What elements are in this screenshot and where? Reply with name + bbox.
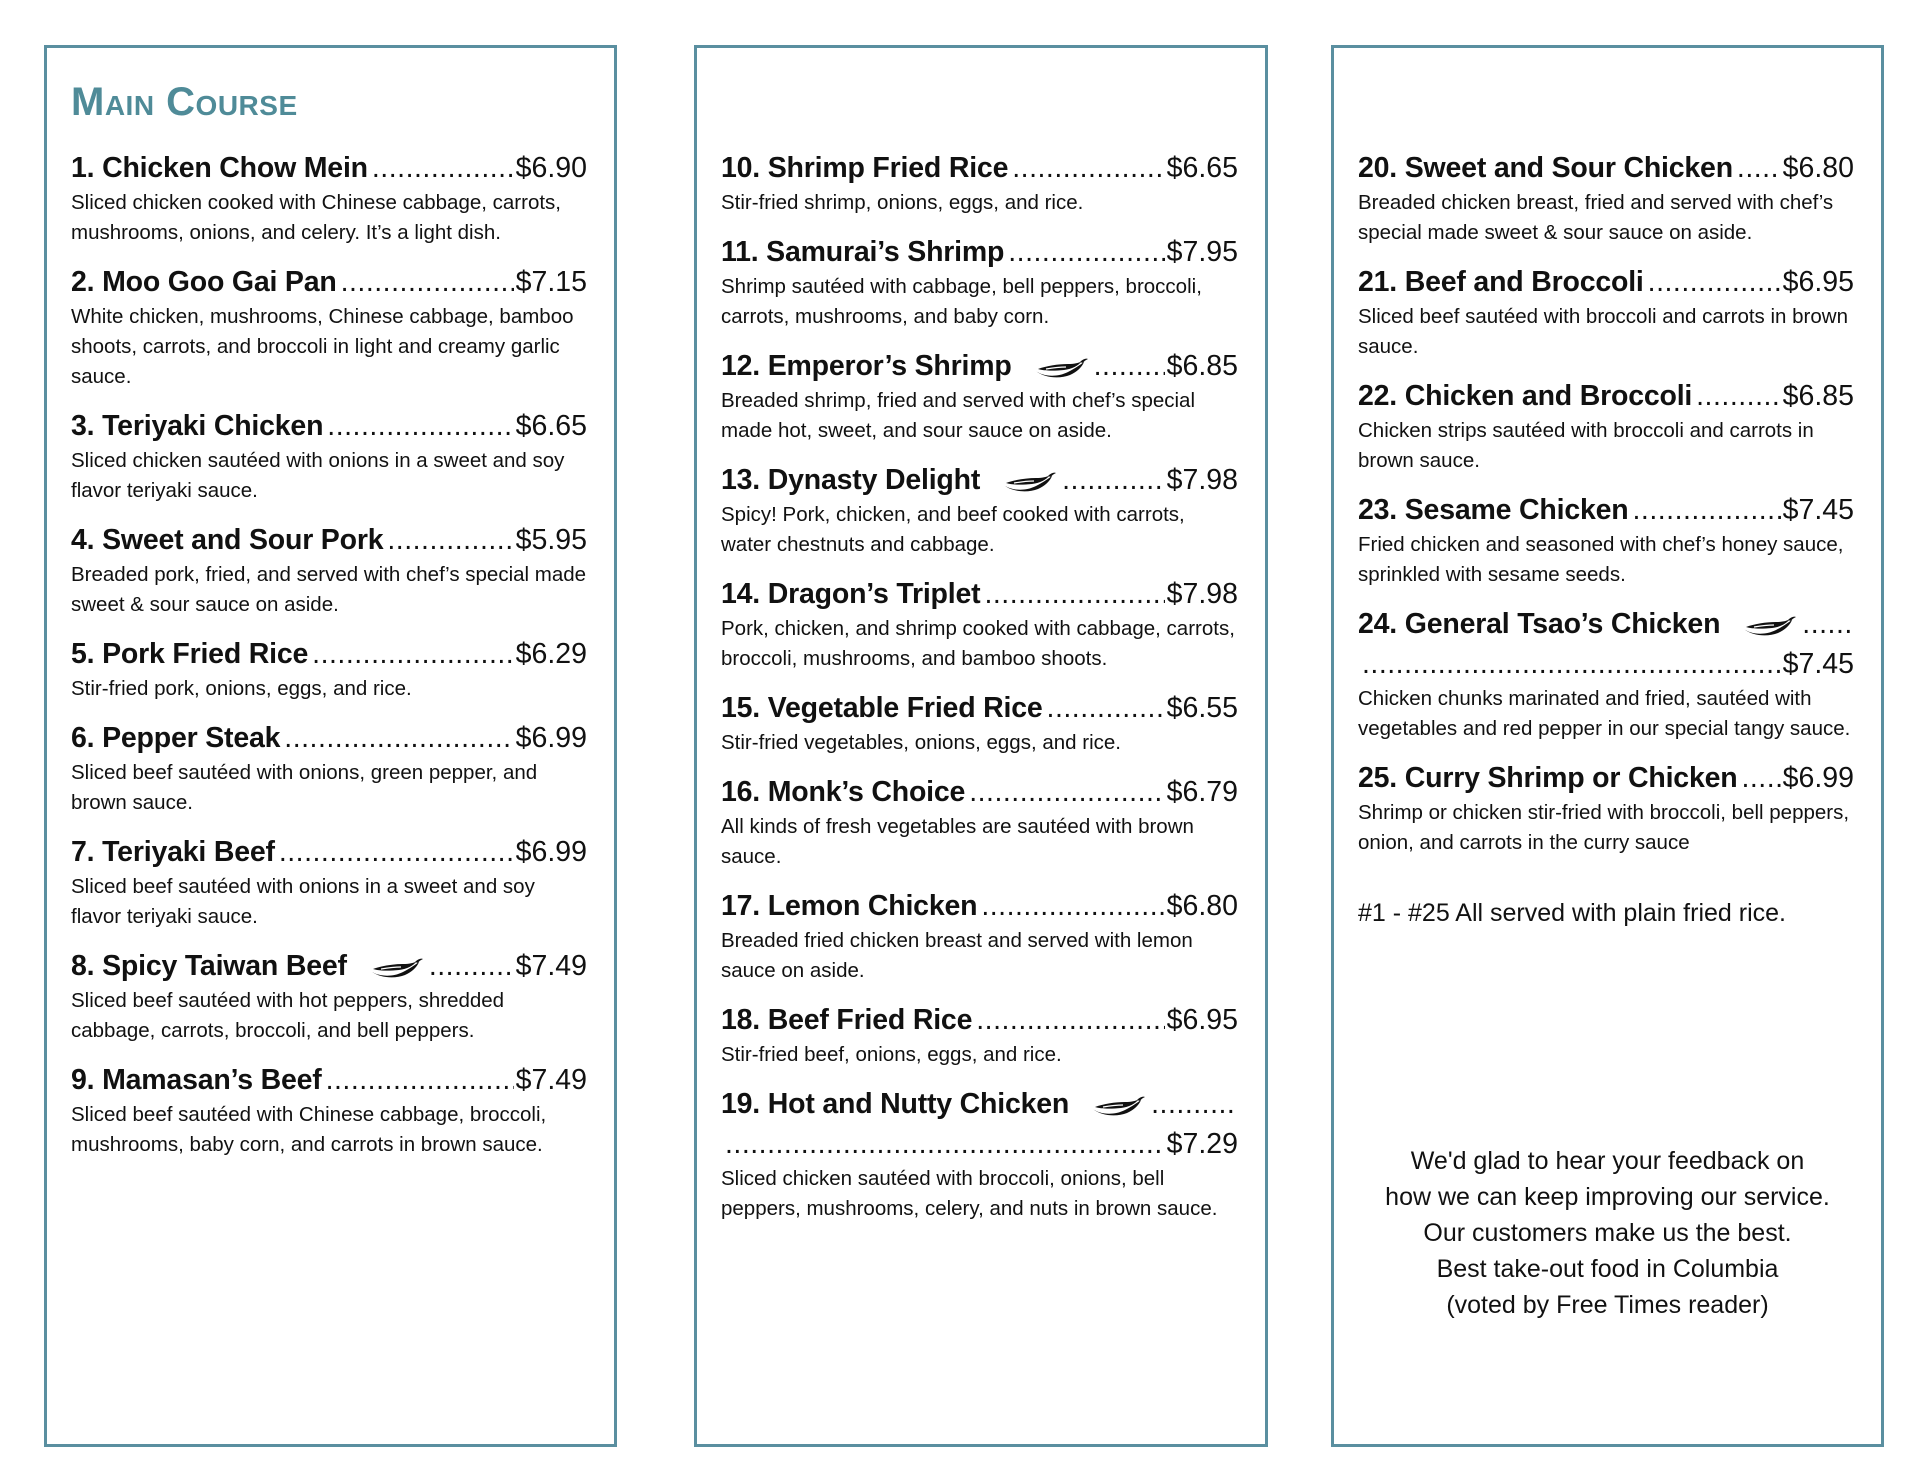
menu-item-header [71, 1060, 587, 1100]
menu-item-price: $7.45 [1782, 648, 1854, 680]
menu-item-description: Sliced chicken cooked with Chinese cabbage, carrots, mushrooms, onions, and celery. It’s a light dish. [71, 191, 561, 244]
feedback-line: We'd glad to hear your feedback on [1410, 1147, 1805, 1175]
menu-item-description: Breaded pork, fried, and served with chef’s special made sweet & sour sauce on aside. [71, 563, 587, 616]
menu-item-header [71, 832, 587, 872]
menu-item-header [71, 946, 587, 986]
menu-item [1358, 604, 1854, 744]
menu-item-description: Sliced chicken sautéed with onions in a sweet and soy flavor teriyaki sauce. [71, 449, 565, 502]
menu-item-price: $6.99 [515, 722, 587, 754]
menu-item-header [1358, 758, 1854, 798]
menu-item-name: 25. Curry Shrimp or Chicken [1358, 762, 1738, 794]
menu-item-header [721, 460, 1238, 500]
menu-item [721, 688, 1238, 758]
menu-item-description: Sliced beef sautéed with Chinese cabbage, broccoli, mushrooms, baby corn, and carrots in brown sauce. [71, 1103, 547, 1156]
menu-item-name: 9. Mamasan’s Beef [71, 1064, 322, 1096]
menu-item [721, 886, 1238, 986]
menu-item [71, 718, 587, 818]
menu-item-price: $6.79 [1166, 776, 1238, 808]
menu-item-name: 20. Sweet and Sour Chicken [1358, 152, 1733, 184]
chili-pepper-icon [1089, 1089, 1147, 1129]
dot-leader [312, 634, 514, 674]
menu-item-header [71, 520, 587, 560]
dot-leader [1632, 490, 1780, 530]
menu-item-price: $6.85 [1166, 350, 1238, 382]
menu-item-description: Breaded fried chicken breast and served with lemon sauce on aside. [721, 929, 1193, 982]
menu-item [721, 772, 1238, 872]
menu-item [721, 232, 1238, 332]
menu-item [721, 574, 1238, 674]
menu-item-header [71, 718, 587, 758]
menu-item-name: 16. Monk’s Choice [721, 776, 966, 808]
menu-item-name: 17. Lemon Chicken [721, 890, 978, 922]
menu-item [721, 148, 1238, 218]
menu-item-header [721, 772, 1238, 812]
dot-leader [1648, 262, 1781, 302]
menu-item-name: 6. Pepper Steak [71, 722, 281, 754]
menu-item-header [1358, 490, 1854, 530]
dot-leader [327, 406, 513, 446]
section-title: Main Course [71, 80, 298, 124]
dot-leader [984, 574, 1164, 614]
feedback-line: Best take-out food in Columbia [1436, 1255, 1779, 1283]
menu-item-header [721, 1084, 1238, 1164]
menu-item-name: 24. General Tsao’s Chicken [1358, 608, 1721, 640]
menu-item-price: $6.95 [1166, 1004, 1238, 1036]
menu-item-description: Stir-fried shrimp, onions, eggs, and rice. [721, 191, 1084, 214]
menu-item-name: 19. Hot and Nutty Chicken [721, 1088, 1070, 1120]
menu-item-price: $5.95 [515, 524, 587, 556]
dot-leader [1012, 148, 1164, 188]
menu-item-header [721, 886, 1238, 926]
menu-item-price: $6.85 [1782, 380, 1854, 412]
menu-item [71, 148, 587, 248]
chili-pepper-icon [1032, 351, 1090, 391]
menu-item-description: Stir-fried vegetables, onions, eggs, and rice. [721, 731, 1121, 754]
menu-item-name: 10. Shrimp Fried Rice [721, 152, 1009, 184]
dot-leader [969, 772, 1164, 812]
dot-leader [1094, 346, 1165, 386]
menu-item [71, 1060, 587, 1160]
menu-column-1 [44, 45, 617, 1447]
menu-item-name: 11. Samurai’s Shrimp [721, 236, 1005, 268]
menu-item [71, 520, 587, 620]
menu-item [71, 262, 587, 392]
menu-item [1358, 148, 1854, 248]
chili-pepper-icon [367, 951, 425, 991]
menu-item-header [71, 406, 587, 446]
menu-items-list [71, 148, 587, 1174]
menu-item-price: $6.99 [515, 836, 587, 868]
menu-item-description: Sliced beef sautéed with onions in a sweet and soy flavor teriyaki sauce. [71, 875, 535, 928]
feedback-message [1354, 1143, 1861, 1323]
dot-leader [1802, 604, 1852, 644]
menu-item-name: 8. Spicy Taiwan Beef [71, 950, 347, 982]
menu-item-description: Stir-fried pork, onions, eggs, and rice. [71, 677, 412, 700]
menu-item-price: $6.29 [515, 638, 587, 670]
menu-item-description: White chicken, mushrooms, Chinese cabbage, bamboo shoots, carrots, and broccoli in light and creamy garlic sauce. [71, 305, 574, 388]
menu-item-price: $7.98 [1166, 578, 1238, 610]
menu-item-name: 3. Teriyaki Chicken [71, 410, 324, 442]
menu-item-price: $7.95 [1166, 236, 1238, 268]
menu-item [1358, 490, 1854, 590]
menu-item-header [1358, 148, 1854, 188]
menu-item-description: Breaded shrimp, fried and served with chef’s special made hot, sweet, and sour sauce on aside. [721, 389, 1196, 442]
menu-item [71, 832, 587, 932]
menu-item-description: Sliced beef sautéed with onions, green pepper, and brown sauce. [71, 761, 538, 814]
dot-leader [725, 1124, 1165, 1164]
dot-leader [429, 946, 514, 986]
menu-item-name: 5. Pork Fried Rice [71, 638, 309, 670]
dot-leader [1737, 148, 1781, 188]
menu-item-price: $7.98 [1166, 464, 1238, 496]
menu-item-header [1358, 604, 1854, 684]
menu-item-name: 1. Chicken Chow Mein [71, 152, 368, 184]
menu-item-price: $7.49 [515, 950, 587, 982]
dot-leader [1362, 644, 1781, 684]
menu-item-price: $6.80 [1782, 152, 1854, 184]
menu-item-header [71, 262, 587, 302]
dot-leader [1741, 758, 1780, 798]
menu-item [1358, 262, 1854, 362]
dot-leader [1696, 376, 1781, 416]
dot-leader [976, 1000, 1164, 1040]
menu-item-header [721, 148, 1238, 188]
menu-item-description: Sliced chicken sautéed with broccoli, onions, bell peppers, mushrooms, celery, and nuts in brown sauce. [721, 1167, 1218, 1220]
menu-item [721, 1084, 1238, 1224]
menu-item-name: 15. Vegetable Fried Rice [721, 692, 1043, 724]
menu-items-list [721, 148, 1238, 1238]
menu-item-name: 22. Chicken and Broccoli [1358, 380, 1693, 412]
chili-pepper-icon [1740, 609, 1798, 649]
menu-item-price: $7.15 [515, 266, 587, 298]
menu-item-header [721, 232, 1238, 272]
menu-item-name: 13. Dynasty Delight [721, 464, 981, 496]
menu-item-name: 14. Dragon’s Triplet [721, 578, 981, 610]
menu-item-name: 23. Sesame Chicken [1358, 494, 1629, 526]
menu-item-price: $7.49 [515, 1064, 587, 1096]
feedback-line: how we can keep improving our service. [1385, 1183, 1830, 1211]
menu-item-name: 21. Beef and Broccoli [1358, 266, 1644, 298]
dot-leader [284, 718, 513, 758]
menu-items-list [1358, 148, 1854, 930]
menu-column-3 [1331, 45, 1884, 1447]
menu-item-name: 18. Beef Fried Rice [721, 1004, 973, 1036]
menu-item-price: $6.65 [515, 410, 587, 442]
menu-item [71, 406, 587, 506]
menu-item-description: Chicken strips sautéed with broccoli and carrots in brown sauce. [1358, 419, 1814, 472]
menu-item-name: 4. Sweet and Sour Pork [71, 524, 384, 556]
menu-item-header [1358, 262, 1854, 302]
menu-item-header [721, 1000, 1238, 1040]
chili-pepper-icon [1000, 465, 1058, 505]
feedback-line: Our customers make us the best. [1423, 1219, 1792, 1247]
menu-item-description: Chicken chunks marinated and fried, sautéed with vegetables and red pepper in our special tangy sauce. [1358, 687, 1851, 740]
dot-leader [1151, 1084, 1236, 1124]
menu-item-description: Shrimp sautéed with cabbage, bell peppers, broccoli, carrots, mushrooms, and baby corn. [721, 275, 1202, 328]
menu-item [71, 946, 587, 1046]
menu-item-price: $6.80 [1166, 890, 1238, 922]
dot-leader [279, 832, 514, 872]
menu-item [721, 460, 1238, 560]
menu-item-description: Spicy! Pork, chicken, and beef cooked with carrots, water chestnuts and cabbage. [721, 503, 1185, 556]
menu-item-description: Fried chicken and seasoned with chef’s honey sauce, sprinkled with sesame seeds. [1358, 533, 1844, 586]
menu-item-header [721, 688, 1238, 728]
menu-item [71, 634, 587, 704]
dot-leader [1008, 232, 1164, 272]
menu-item [721, 1000, 1238, 1070]
menu-item [1358, 376, 1854, 476]
dot-leader [387, 520, 513, 560]
menu-item-name: 12. Emperor’s Shrimp [721, 350, 1012, 382]
menu-item-header [71, 634, 587, 674]
feedback-line: (voted by Free Times reader) [1446, 1291, 1769, 1319]
menu-item-price: $6.99 [1782, 762, 1854, 794]
menu-item-price: $6.95 [1782, 266, 1854, 298]
menu-item-header [721, 346, 1238, 386]
menu-item-header [1358, 376, 1854, 416]
menu-item-description: Breaded chicken breast, fried and served with chef’s special made sweet & sour sauce on aside. [1358, 191, 1834, 244]
menu-item-price: $6.65 [1166, 152, 1238, 184]
menu-item-price: $7.45 [1782, 494, 1854, 526]
menu-item-description: Stir-fried beef, onions, eggs, and rice. [721, 1043, 1062, 1066]
menu-item-description: All kinds of fresh vegetables are sautéed with brown sauce. [721, 815, 1194, 868]
menu-item-description: Shrimp or chicken stir-fried with broccoli, bell peppers, onion, and carrots in the curry sauce [1358, 801, 1850, 854]
dot-leader [341, 262, 514, 302]
dot-leader [326, 1060, 514, 1100]
menu-item-description: Sliced beef sautéed with hot peppers, shredded cabbage, carrots, broccoli, and bell peppers. [71, 989, 505, 1042]
dot-leader [372, 148, 514, 188]
dot-leader [1047, 688, 1165, 728]
menu-item-price: $6.55 [1166, 692, 1238, 724]
menu-item-header [721, 574, 1238, 614]
menu-item-header [71, 148, 587, 188]
menu-item-price: $6.90 [515, 152, 587, 184]
dot-leader [981, 886, 1164, 926]
dot-leader [1062, 460, 1165, 500]
menu-item-description: Pork, chicken, and shrimp cooked with cabbage, carrots, broccoli, mushrooms, and bamboo shoots. [721, 617, 1235, 670]
menu-item-description: Sliced beef sautéed with broccoli and carrots in brown sauce. [1358, 305, 1848, 358]
menu-item [721, 346, 1238, 446]
menu-item-name: 7. Teriyaki Beef [71, 836, 275, 868]
menu-item-price: $7.29 [1166, 1128, 1238, 1160]
served-with-note: #1 - #25 All served with plain fried rice. [1358, 899, 1786, 927]
menu-column-2 [694, 45, 1268, 1447]
menu-item [1358, 758, 1854, 858]
menu-item-name: 2. Moo Goo Gai Pan [71, 266, 337, 298]
